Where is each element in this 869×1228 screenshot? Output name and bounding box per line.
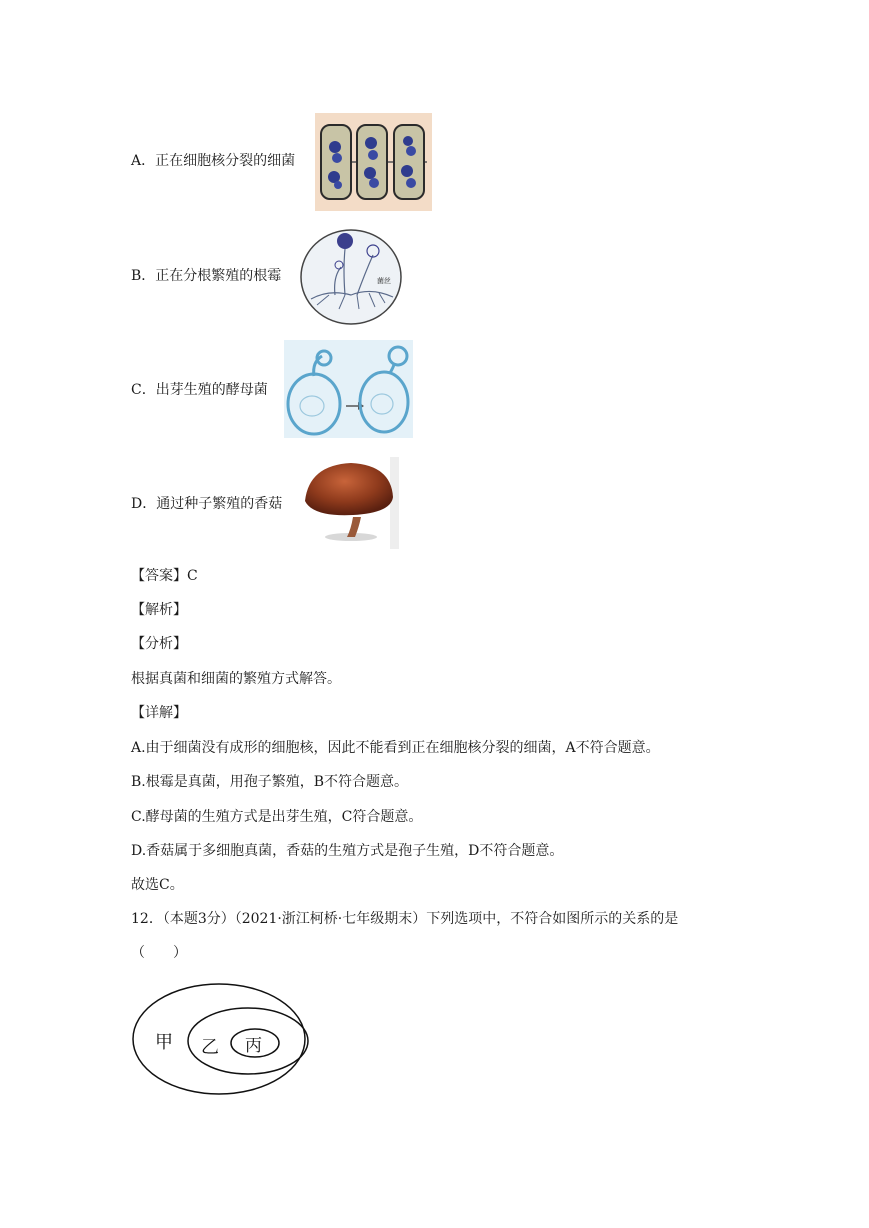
nested-set-diagram <box>131 981 313 1097</box>
conclusion-line: 故选C。 <box>131 877 184 893</box>
bacterium-cell <box>321 125 351 199</box>
bacterium-cell <box>394 125 424 199</box>
answer-line: 【答案】C <box>131 568 198 584</box>
option-b-label: B．正在分根繁殖的根霉 <box>131 268 282 284</box>
yeast-budding-image <box>284 340 413 438</box>
shiitake-mushroom-image <box>299 457 399 549</box>
hyphae-label: 菌丝 <box>377 277 391 285</box>
option-c-label: C．出芽生殖的酵母菌 <box>131 382 268 398</box>
bacterium-cell <box>357 125 387 199</box>
detail-line-a: A.由于细菌没有成形的细胞核，因此不能看到正在细胞核分裂的细菌，A不符合题意。 <box>131 740 660 756</box>
detail-line-d: D.香菇属于多细胞真菌，香菇的生殖方式是孢子生殖，D不符合题意。 <box>131 843 564 859</box>
analysis-heading: 【解析】 <box>131 602 187 618</box>
question-12-stem: 12．（本题3分）（2021·浙江柯桥·七年级期末）下列选项中，不符合如图所示的关系的是 <box>131 911 679 927</box>
rhizopus-mold-image <box>299 229 403 325</box>
bacteria-division-image <box>315 113 432 211</box>
detail-heading: 【详解】 <box>131 705 187 721</box>
fenxi-heading: 【分析】 <box>131 636 187 652</box>
outer-label: 甲 <box>155 1032 173 1053</box>
fenxi-text: 根据真菌和细菌的繁殖方式解答。 <box>131 671 341 687</box>
question-12-blank: （ ） <box>131 945 187 961</box>
middle-label: 乙 <box>201 1037 219 1058</box>
detail-line-b: B.根霉是真菌，用孢子繁殖，B不符合题意。 <box>131 774 409 790</box>
option-a-label: A．正在细胞核分裂的细菌 <box>131 153 296 169</box>
option-d-label: D．通过种子繁殖的香菇 <box>131 496 283 512</box>
inner-label: 丙 <box>245 1036 262 1056</box>
detail-line-c: C.酵母菌的生殖方式是出芽生殖，C符合题意。 <box>131 809 423 825</box>
